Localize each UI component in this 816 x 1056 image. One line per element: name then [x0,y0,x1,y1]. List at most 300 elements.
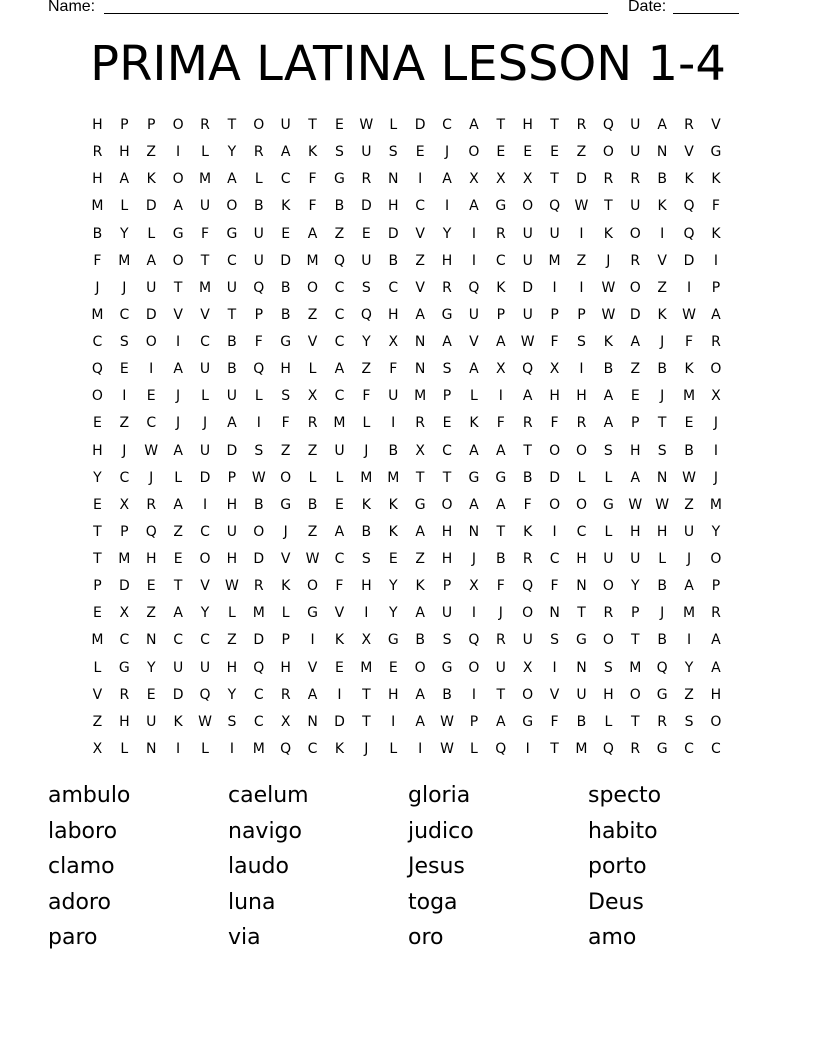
grid-letter[interactable]: N [576,659,587,676]
grid-letter[interactable]: K [173,713,183,730]
grid-letter[interactable]: G [226,225,238,242]
grid-letter[interactable]: G [656,740,668,757]
grid-letter[interactable]: U [388,388,399,405]
grid-letter[interactable]: T [550,740,559,757]
grid-letter[interactable]: T [630,713,640,730]
grid-letter[interactable]: F [335,578,344,595]
grid-letter[interactable]: B [307,496,318,513]
grid-letter[interactable]: R [630,171,641,188]
grid-letter[interactable]: C [253,713,264,730]
grid-letter[interactable]: I [471,605,476,622]
grid-letter[interactable]: I [552,659,557,676]
grid-letter[interactable]: A [415,686,425,703]
grid-letter[interactable]: A [307,225,318,242]
grid-letter[interactable]: D [576,171,587,188]
grid-letter[interactable]: A [522,388,533,405]
grid-letter[interactable]: C [334,334,345,350]
grid-letter[interactable]: L [120,740,129,757]
grid-letter[interactable]: I [229,740,234,757]
grid-letter[interactable]: F [308,198,317,215]
grid-letter[interactable]: F [550,415,559,432]
grid-letter[interactable]: W [440,713,454,730]
grid-letter[interactable]: W [144,442,159,459]
grid-letter[interactable]: C [684,740,694,757]
grid-letter[interactable]: A [173,361,183,378]
grid-letter[interactable]: I [660,225,665,242]
grid-letter[interactable]: U [361,144,372,161]
grid-letter[interactable]: U [199,442,211,459]
grid-letter[interactable]: U [441,605,453,622]
grid-letter[interactable]: R [253,578,264,595]
grid-letter[interactable]: T [550,171,559,188]
grid-letter[interactable]: A [173,496,183,513]
grid-letter[interactable]: L [201,740,209,757]
grid-letter[interactable]: H [387,686,399,703]
grid-letter[interactable]: T [362,713,371,730]
grid-letter[interactable]: O [199,551,211,567]
grid-letter[interactable]: E [173,551,183,567]
grid-letter[interactable]: V [200,578,210,595]
grid-letter[interactable]: P [442,578,452,595]
grid-letter[interactable]: G [602,496,614,513]
grid-letter[interactable]: N [656,144,668,161]
grid-letter[interactable]: N [414,334,426,350]
grid-letter[interactable]: J [364,740,369,757]
grid-letter[interactable]: K [603,334,613,350]
grid-letter[interactable]: L [577,469,586,486]
grid-letter[interactable]: G [710,144,722,161]
grid-letter[interactable]: A [415,306,425,323]
grid-letter[interactable]: W [628,496,643,513]
grid-letter[interactable]: L [604,469,613,486]
grid-letter[interactable]: M [629,659,642,676]
grid-letter[interactable]: E [684,415,694,432]
grid-letter[interactable]: S [361,279,371,296]
grid-letter[interactable]: M [252,740,265,757]
grid-letter[interactable]: N [388,171,399,188]
grid-letter[interactable]: U [226,279,238,296]
grid-letter[interactable]: F [362,388,371,405]
grid-letter[interactable]: H [145,551,157,567]
grid-letter[interactable]: Y [442,225,452,242]
grid-letter[interactable]: Y [362,334,371,350]
grid-letter[interactable]: C [334,551,345,567]
grid-letter[interactable]: U [495,659,506,676]
grid-letter[interactable]: R [711,334,721,350]
grid-letter[interactable]: R [146,496,157,513]
grid-letter[interactable]: A [469,442,479,459]
grid-letter[interactable]: O [710,551,722,567]
grid-letter[interactable]: L [362,415,371,432]
grid-letter[interactable]: R [442,279,452,296]
grid-letter[interactable]: E [335,496,344,513]
grid-letter[interactable]: B [684,442,694,459]
grid-letter[interactable]: M [198,279,212,296]
grid-letter[interactable]: X [119,605,130,622]
grid-letter[interactable]: J [149,469,154,486]
grid-letter[interactable]: O [172,117,184,133]
grid-letter[interactable]: U [253,252,264,269]
grid-letter[interactable]: K [657,198,667,215]
grid-letter[interactable]: Q [360,306,372,323]
grid-letter[interactable]: G [441,659,453,676]
grid-letter[interactable]: I [364,605,369,622]
grid-letter[interactable]: H [226,659,238,676]
grid-letter[interactable]: R [119,686,130,703]
grid-letter[interactable]: A [711,659,721,676]
grid-letter[interactable]: B [522,469,533,486]
grid-letter[interactable]: Y [227,686,237,703]
grid-letter[interactable]: F [685,334,694,350]
grid-letter[interactable]: B [496,551,506,567]
grid-letter[interactable]: P [93,578,102,595]
grid-letter[interactable]: Q [522,578,534,595]
grid-letter[interactable]: O [226,198,238,215]
grid-letter[interactable]: X [361,632,372,649]
grid-letter[interactable]: P [496,306,506,323]
grid-letter[interactable]: Q [253,361,265,378]
grid-letter[interactable]: O [145,334,157,350]
grid-letter[interactable]: R [603,171,614,188]
grid-letter[interactable]: C [711,740,721,757]
grid-letter[interactable]: P [281,632,290,649]
grid-letter[interactable]: W [682,469,696,486]
grid-letter[interactable]: L [120,198,129,215]
grid-letter[interactable]: J [713,469,718,486]
grid-letter[interactable]: K [334,740,345,757]
grid-letter[interactable]: P [442,388,452,405]
grid-letter[interactable]: M [91,306,104,323]
grid-letter[interactable]: X [522,659,533,676]
grid-letter[interactable]: L [254,388,263,405]
grid-letter[interactable]: M [682,388,696,405]
grid-letter[interactable]: O [522,605,534,622]
grid-letter[interactable]: D [145,306,157,323]
grid-letter[interactable]: C [495,252,506,269]
grid-letter[interactable]: L [201,144,209,161]
grid-letter[interactable]: I [256,415,261,432]
grid-letter[interactable]: O [549,496,561,513]
grid-letter[interactable]: Z [92,713,103,730]
grid-letter[interactable]: P [631,415,640,432]
grid-letter[interactable]: K [361,496,371,513]
grid-letter[interactable]: F [200,225,210,242]
grid-letter[interactable]: T [577,605,586,622]
grid-letter[interactable]: D [226,442,238,459]
grid-letter[interactable]: N [414,361,426,378]
grid-letter[interactable]: A [630,334,641,350]
grid-letter[interactable]: O [575,496,587,513]
grid-letter[interactable]: P [120,117,129,133]
grid-letter[interactable]: O [549,442,561,459]
grid-letter[interactable]: R [657,713,668,730]
grid-letter[interactable]: N [145,740,157,757]
grid-letter[interactable]: V [334,605,345,622]
grid-letter[interactable]: D [145,198,157,215]
grid-letter[interactable]: A [469,361,479,378]
grid-letter[interactable]: J [364,442,369,459]
grid-letter[interactable]: V [469,334,479,350]
grid-letter[interactable]: L [227,605,236,622]
grid-letter[interactable]: A [603,388,614,405]
grid-letter[interactable]: C [549,551,560,567]
grid-letter[interactable]: L [201,388,209,405]
grid-letter[interactable]: B [388,252,399,269]
grid-letter[interactable]: L [604,713,613,730]
grid-letter[interactable]: T [93,551,102,567]
grid-letter[interactable]: A [684,578,694,595]
grid-letter[interactable]: M [414,388,427,405]
grid-letter[interactable]: I [686,279,692,296]
grid-letter[interactable]: B [442,686,452,703]
grid-letter[interactable]: E [496,144,506,161]
grid-letter[interactable]: X [469,171,479,188]
grid-letter[interactable]: X [496,361,506,378]
grid-letter[interactable]: M [118,551,131,567]
grid-letter[interactable]: R [630,740,641,757]
grid-letter[interactable]: M [575,740,588,757]
grid-letter[interactable]: S [361,551,371,567]
grid-letter[interactable]: B [657,632,667,649]
grid-letter[interactable]: I [525,740,530,757]
grid-letter[interactable]: F [281,415,290,432]
grid-letter[interactable]: J [176,415,181,432]
grid-letter[interactable]: Z [576,144,587,161]
grid-letter[interactable]: A [334,361,345,378]
grid-letter[interactable]: C [173,632,183,649]
grid-letter[interactable]: C [334,306,345,323]
grid-letter[interactable]: Z [630,361,641,378]
grid-letter[interactable]: H [549,388,560,405]
grid-letter[interactable]: N [145,632,157,649]
grid-letter[interactable]: I [337,686,342,703]
grid-letter[interactable]: F [254,334,263,350]
grid-letter[interactable]: L [470,740,478,757]
grid-letter[interactable]: G [522,713,534,730]
grid-letter[interactable]: H [603,686,614,703]
grid-letter[interactable]: E [550,144,560,161]
grid-letter[interactable]: G [307,605,318,622]
grid-letter[interactable]: V [684,144,694,161]
grid-letter[interactable]: T [496,523,506,540]
grid-letter[interactable]: Y [200,605,210,622]
grid-letter[interactable]: E [388,551,398,567]
grid-letter[interactable]: T [362,686,371,703]
grid-letter[interactable]: O [629,225,641,242]
grid-letter[interactable]: G [280,496,292,513]
grid-letter[interactable]: M [360,469,373,486]
grid-letter[interactable]: C [119,469,130,486]
grid-letter[interactable]: A [415,605,425,622]
grid-letter[interactable]: M [91,198,104,215]
grid-letter[interactable]: S [657,442,667,459]
grid-letter[interactable]: B [657,578,667,595]
grid-letter[interactable]: Z [280,442,291,459]
grid-letter[interactable]: H [629,442,641,459]
grid-letter[interactable]: T [496,117,506,133]
grid-letter[interactable]: I [444,198,450,215]
grid-letter[interactable]: Q [333,252,345,269]
grid-letter[interactable]: I [176,334,181,350]
grid-letter[interactable]: R [576,117,587,133]
grid-letter[interactable]: F [496,578,505,595]
grid-letter[interactable]: B [227,334,237,350]
grid-letter[interactable]: U [576,686,587,703]
grid-letter[interactable]: S [577,334,586,350]
grid-letter[interactable]: Q [602,740,614,757]
grid-letter[interactable]: C [200,632,210,649]
grid-letter[interactable]: I [176,144,181,161]
grid-letter[interactable]: S [684,713,694,730]
grid-letter[interactable]: I [149,361,154,378]
grid-letter[interactable]: R [603,605,614,622]
grid-letter[interactable]: R [307,415,318,432]
grid-letter[interactable]: C [119,306,130,323]
grid-letter[interactable]: D [334,713,345,730]
grid-letter[interactable]: K [684,361,694,378]
grid-letter[interactable]: M [387,469,400,486]
grid-letter[interactable]: S [119,334,129,350]
grid-letter[interactable]: U [603,551,614,567]
grid-letter[interactable]: K [523,523,533,540]
grid-letter[interactable]: R [280,686,291,703]
grid-letter[interactable]: Q [280,740,292,757]
grid-letter[interactable]: S [281,388,291,405]
grid-letter[interactable]: T [415,469,425,486]
grid-letter[interactable]: B [92,225,103,242]
grid-letter[interactable]: G [387,632,399,649]
grid-letter[interactable]: R [576,415,587,432]
grid-letter[interactable]: C [200,334,210,350]
grid-letter[interactable]: W [520,334,535,350]
grid-letter[interactable]: E [523,144,533,161]
grid-letter[interactable]: F [550,713,559,730]
grid-letter[interactable]: A [307,686,318,703]
grid-letter[interactable]: E [388,659,398,676]
grid-letter[interactable]: I [391,713,396,730]
grid-letter[interactable]: A [496,713,506,730]
grid-letter[interactable]: A [496,496,506,513]
grid-letter[interactable]: C [334,279,345,296]
grid-letter[interactable]: P [711,279,721,296]
grid-letter[interactable]: F [93,252,102,269]
grid-letter[interactable]: D [199,469,211,486]
grid-letter[interactable]: P [120,523,129,540]
grid-letter[interactable]: L [604,523,613,540]
grid-letter[interactable]: D [360,198,372,215]
grid-letter[interactable]: R [200,117,210,133]
grid-letter[interactable]: I [498,388,503,405]
grid-letter[interactable]: L [389,117,398,133]
grid-letter[interactable]: U [522,632,533,649]
grid-letter[interactable]: H [361,578,372,595]
grid-letter[interactable]: Q [495,740,507,757]
grid-letter[interactable]: A [119,171,130,188]
grid-letter[interactable]: X [280,713,291,730]
grid-letter[interactable]: D [683,252,695,269]
grid-letter[interactable]: A [469,117,479,133]
grid-letter[interactable]: T [173,578,183,595]
grid-letter[interactable]: U [226,523,238,540]
grid-letter[interactable]: K [657,306,667,323]
grid-letter[interactable]: U [146,713,157,730]
grid-letter[interactable]: G [495,198,507,215]
grid-letter[interactable]: U [630,551,641,567]
grid-letter[interactable]: M [548,252,561,269]
grid-letter[interactable]: A [442,171,452,188]
grid-letter[interactable]: B [280,306,291,323]
grid-letter[interactable]: R [495,225,506,242]
grid-letter[interactable]: B [253,198,264,215]
grid-letter[interactable]: R [711,605,721,622]
grid-letter[interactable]: G [334,171,345,188]
grid-letter[interactable]: W [359,117,374,133]
grid-letter[interactable]: Q [522,361,534,378]
grid-letter[interactable]: M [198,171,212,188]
grid-letter[interactable]: X [496,171,506,188]
grid-letter[interactable]: C [253,686,264,703]
date-blank-line[interactable] [673,13,739,14]
grid-letter[interactable]: G [172,225,184,242]
grid-letter[interactable]: T [496,686,506,703]
grid-letter[interactable]: T [227,306,237,323]
grid-letter[interactable]: W [440,740,454,757]
grid-letter[interactable]: J [202,415,208,432]
grid-letter[interactable]: I [418,171,423,188]
grid-letter[interactable]: S [335,144,344,161]
grid-letter[interactable]: H [387,306,399,323]
grid-letter[interactable]: G [468,469,480,486]
grid-letter[interactable]: F [389,361,398,378]
grid-letter[interactable]: E [146,686,156,703]
grid-letter[interactable]: F [523,496,532,513]
grid-letter[interactable]: Z [307,442,318,459]
grid-letter[interactable]: T [227,117,237,133]
grid-letter[interactable]: E [361,225,371,242]
grid-letter[interactable]: A [334,523,345,540]
grid-letter[interactable]: F [550,578,559,595]
grid-letter[interactable]: A [173,442,183,459]
grid-letter[interactable]: Y [630,578,640,595]
grid-letter[interactable]: N [656,469,668,486]
grid-letter[interactable]: Z [119,415,130,432]
grid-letter[interactable]: J [283,523,288,540]
grid-letter[interactable]: C [119,632,130,649]
grid-letter[interactable]: Q [145,523,157,540]
grid-letter[interactable]: B [603,361,614,378]
grid-letter[interactable]: L [308,469,317,486]
grid-letter[interactable]: I [471,686,476,703]
grid-letter[interactable]: M [306,252,319,269]
grid-letter[interactable]: E [442,415,452,432]
grid-letter[interactable]: T [93,523,102,540]
grid-letter[interactable]: Z [173,523,183,540]
grid-letter[interactable]: Q [683,198,695,215]
grid-letter[interactable]: D [118,578,130,595]
grid-letter[interactable]: K [711,225,721,242]
grid-letter[interactable]: T [550,117,559,133]
grid-letter[interactable]: P [469,713,479,730]
grid-letter[interactable]: U [683,523,695,540]
grid-letter[interactable]: J [686,551,692,567]
grid-letter[interactable]: P [227,469,237,486]
grid-letter[interactable]: Q [468,632,480,649]
grid-letter[interactable]: Q [468,279,480,296]
grid-letter[interactable]: Y [711,523,721,540]
grid-letter[interactable]: F [496,415,505,432]
grid-letter[interactable]: G [656,686,668,703]
grid-letter[interactable]: L [470,388,478,405]
